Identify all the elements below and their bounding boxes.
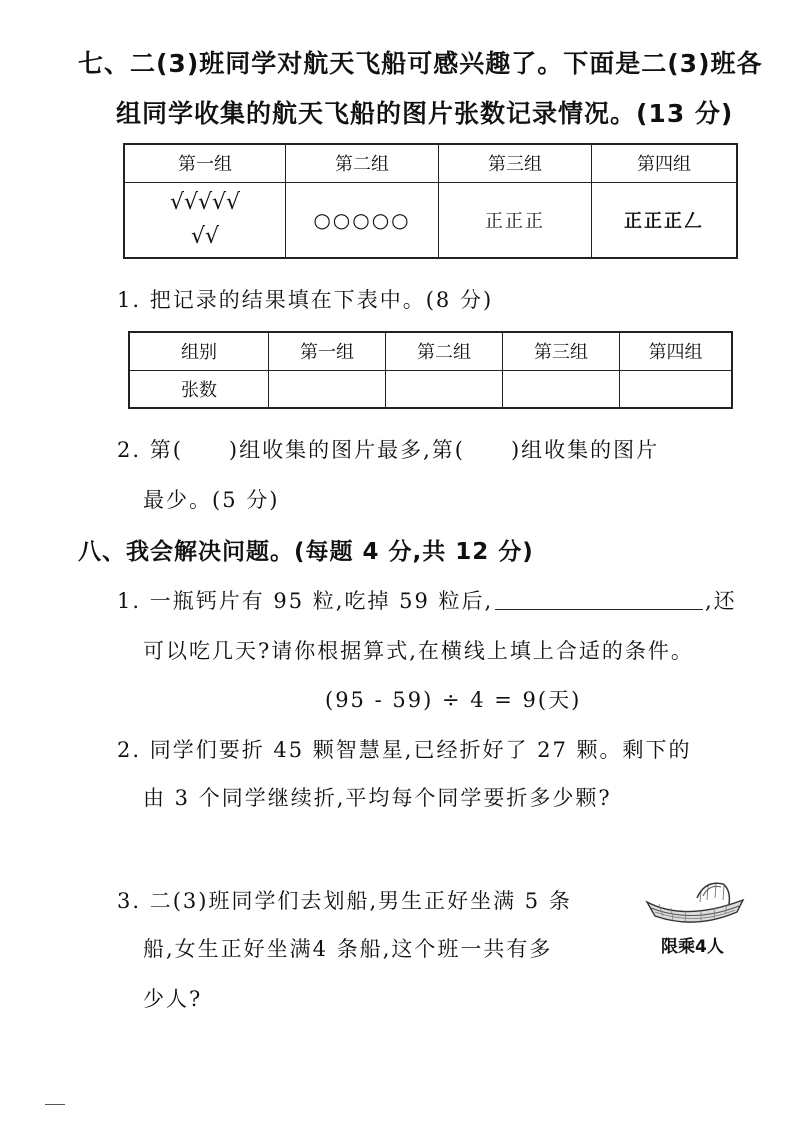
problem1-line2: 可以吃几天?请你根据算式,在横线上填上合适的条件。 [143, 639, 694, 663]
record-header-group3: 第三组 [439, 144, 592, 182]
fill-row-label-count: 张数 [129, 370, 269, 408]
record-table [123, 143, 738, 259]
fill-header-group3: 第三组 [503, 332, 620, 370]
section7-question1: 1. 把记录的结果填在下表中。(8 分) [117, 288, 494, 312]
section7-title-line1: 七、二(3)班同学对航天飞船可感兴趣了。下面是二(3)班各 [78, 49, 763, 78]
checkmarks-line1: √√√√√ [169, 189, 241, 215]
footer-dash [45, 1104, 65, 1105]
record-cell-group4: 正正正𠃋 [592, 182, 738, 258]
fill-header-group1: 第一组 [269, 332, 386, 370]
record-cell-group1 [124, 182, 286, 258]
record-header-group1: 第一组 [124, 144, 286, 182]
section8-title: 八、我会解决问题。(每题 4 分,共 12 分) [78, 539, 534, 565]
fill-cell-group2[interactable] [386, 370, 503, 408]
problem1-answer-blank[interactable] [495, 609, 703, 610]
section7-title-line2: 组同学收集的航天飞船的图片张数记录情况。(13 分) [116, 99, 734, 128]
boat-caption: 限乘4人 [661, 937, 724, 957]
problem2-line2: 由 3 个同学继续折,平均每个同学要折多少颗? [143, 786, 612, 810]
problem1-line1-start: 1. 一瓶钙片有 95 粒,吃掉 59 粒后, [117, 589, 494, 613]
problem3-line1: 3. 二(3)班同学们去划船,男生正好坐满 5 条 [117, 889, 572, 913]
record-cell-group3: 正正正 [439, 182, 592, 258]
problem3-line3: 少人? [143, 987, 203, 1011]
fill-header-group2: 第二组 [386, 332, 503, 370]
fill-header-group-label: 组别 [129, 332, 269, 370]
fill-cell-group1[interactable] [269, 370, 386, 408]
problem3-line2: 船,女生正好坐满4 条船,这个班一共有多 [143, 937, 553, 961]
fill-cell-group4[interactable] [620, 370, 733, 408]
problem1-formula: (95 - 59) ÷ 4 = 9(天) [325, 688, 582, 712]
problem1-line1-end: ,还 [705, 589, 737, 613]
fill-header-group4: 第四组 [620, 332, 733, 370]
record-cell-group2: ○○○○○ [286, 182, 439, 258]
record-header-group4: 第四组 [592, 144, 738, 182]
checkmarks-line2: √√ [190, 223, 220, 249]
record-header-group2: 第二组 [286, 144, 439, 182]
fill-cell-group3[interactable] [503, 370, 620, 408]
fill-in-table [128, 331, 733, 409]
section7-question2-line2: 最少。(5 分) [143, 488, 280, 512]
section7-question2-line1: 2. 第( )组收集的图片最多,第( )组收集的图片 [117, 438, 660, 462]
problem2-line1: 2. 同学们要折 45 颗智慧星,已经折好了 27 颗。剩下的 [117, 738, 692, 762]
